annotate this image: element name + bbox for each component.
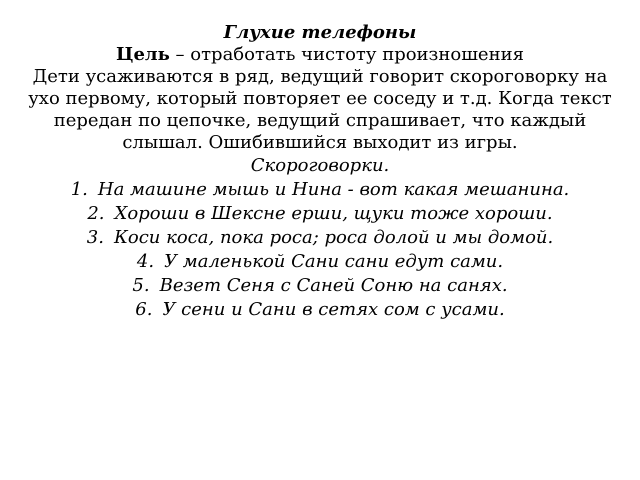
item-number: 3. — [86, 227, 104, 248]
item-text: Хороши в Шексне ерши, щуки тоже хороши. — [114, 203, 553, 224]
game-title: Глухие телефоны — [223, 22, 417, 43]
item-text: У сени и Сани в сетях сом с усами. — [162, 299, 505, 320]
item-number: 2. — [87, 203, 105, 224]
goal-label: Цель — [116, 44, 170, 65]
item-number: 5. — [132, 275, 150, 296]
goal-text: – отработать чистоту произношения — [169, 44, 524, 65]
item-number: 4. — [136, 251, 155, 272]
slide-content — [28, 22, 612, 322]
list-item — [28, 178, 612, 202]
item-number: 6. — [135, 299, 153, 320]
list-item — [28, 226, 612, 250]
item-text: Везет Сеня с Саней Соню на санях. — [159, 275, 508, 296]
goal-line — [28, 44, 612, 66]
item-text: На машине мышь и Нина - вот какая мешанина. — [97, 179, 570, 200]
list-item — [28, 274, 612, 298]
game-description: Дети усаживаются в ряд, ведущий говорит скороговорку на ухо первому, который повторяет ее соседу и т.д. Когда текст передан по цепочке, ведущий спрашивает, что каждый слышал. Ошибившийся выходит из игры. — [28, 66, 612, 153]
tongue-twister-list — [28, 178, 612, 322]
item-text: Коси коса, пока роса; роса долой и мы домой. — [113, 227, 554, 248]
tongue-twisters-heading: Скороговорки. — [250, 155, 390, 176]
list-item — [28, 250, 612, 274]
item-number: 1. — [70, 179, 88, 200]
item-text: У маленькой Сани сани едут сами. — [164, 251, 504, 272]
list-item — [28, 202, 612, 226]
list-item — [28, 298, 612, 322]
